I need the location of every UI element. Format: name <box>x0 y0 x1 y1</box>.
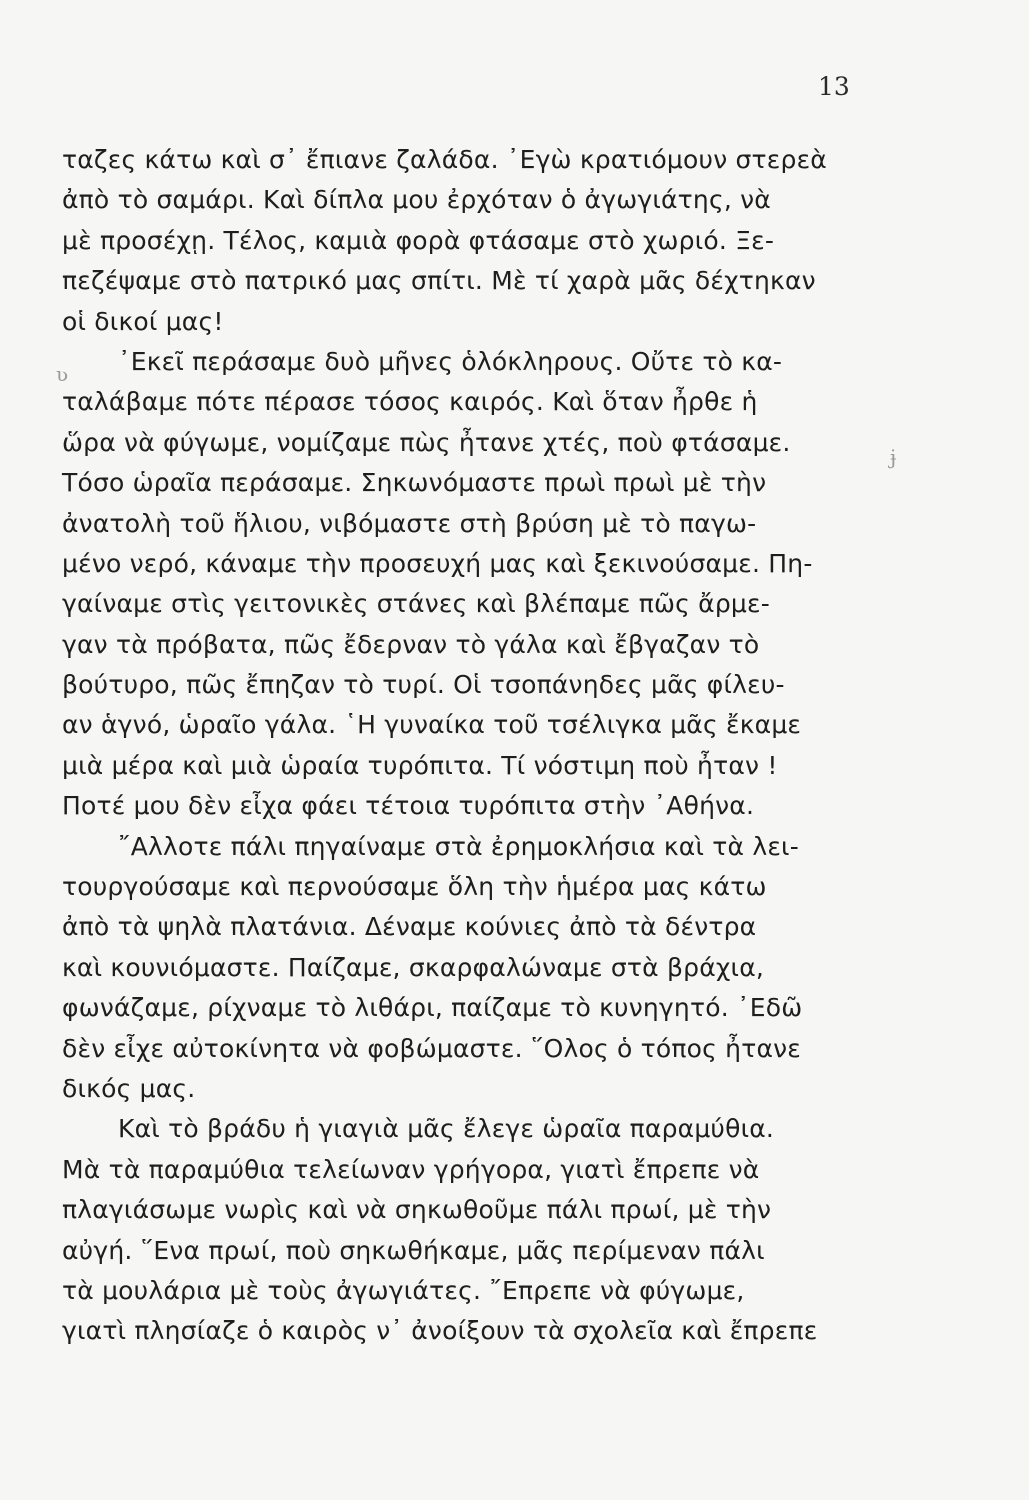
text-line: πλαγιάσωμε νωρὶς καὶ νὰ σηκωθοῦμε πάλι πρωί, μὲ τὴν <box>62 1195 772 1225</box>
text-line: αὐγή. ῞Ενα πρωί, ποὺ σηκωθήκαμε, μᾶς περίμεναν πάλι <box>62 1235 765 1265</box>
text-line: ταζες κάτω καὶ σ᾽ ἔπιανε ζαλάδα. ᾽Εγὼ κρατιόμουν στερεὰ <box>62 145 827 174</box>
text-line: μένο νερό, κάναμε τὴν προσευχή μας καὶ ξεκινούσαμε. Πη- <box>62 548 813 578</box>
text-line: πεζέψαμε στὸ πατρικό μας σπίτι. Μὲ τί χαρὰ μᾶς δέχτηκαν <box>62 266 816 296</box>
text-line: μὲ προσέχῃ. Τέλος, καμιὰ φορὰ φτάσαμε στὸ χωριό. Ξε- <box>62 225 775 255</box>
text-line: γαν τὰ πρόβατα, πῶς ἔδερναν τὸ γάλα καὶ ἔβγαζαν τὸ <box>62 629 760 659</box>
text-line: δικός μας. <box>62 1073 196 1103</box>
text-line: φωνάζαμε, ρίχναμε τὸ λιθάρι, παίζαμε τὸ κυνηγητό. ᾽Εδῶ <box>62 993 803 1023</box>
text-line: δὲν εἶχε αὐτοκίνητα νὰ φοβώμαστε. ῞Ολος ὁ τόπος ἦτανε <box>62 1033 802 1063</box>
text-line: ῎Αλλοτε πάλι πηγαίναμε στὰ ἐρημοκλήσια καὶ τὰ λει- <box>118 831 799 861</box>
text-line: τουργούσαμε καὶ περνούσαμε ὅλη τὴν ἡμέρα μας κάτω <box>62 872 767 902</box>
text-line: γαίναμε στὶς γειτονικὲς στάνες καὶ βλέπαμε πῶς ἄρμε- <box>62 589 770 619</box>
body-text <box>62 140 902 1352</box>
stray-pencil-mark: ɉ <box>890 445 897 469</box>
text-line: ᾽Εκεῖ περάσαμε δυὸ μῆνες ὁλόκληρους. Οὔτε τὸ κα- <box>118 346 783 376</box>
text-line: Τόσο ὡραῖα περάσαμε. Σηκωνόμαστε πρωὶ πρωὶ μὲ τὴν <box>62 468 767 498</box>
text-line: Μὰ τὰ παραμύθια τελείωναν γρήγορα, γιατὶ ἔπρεπε νὰ <box>62 1154 760 1184</box>
text-line: ἀπὸ τὰ ψηλὰ πλατάνια. Δέναμε κούνιες ἀπὸ τὰ δέντρα <box>62 912 757 942</box>
text-line: ταλάβαμε πότε πέρασε τόσος καιρός. Καὶ ὅταν ἦρθε ἡ <box>62 387 758 417</box>
text-line: βούτυρο, πῶς ἔπηζαν τὸ τυρί. Οἱ τσοπάνηδες μᾶς φίλευ- <box>62 670 785 700</box>
page-number: 13 <box>818 72 850 101</box>
text-line: γιατὶ πλησίαζε ὁ καιρὸς ν᾽ ἀνοίξουν τὰ σχολεῖα καὶ ἔπρεπε <box>62 1316 818 1346</box>
stray-pencil-mark: ʋ <box>56 362 69 386</box>
text-line: οἱ δικοί μας! <box>62 306 224 336</box>
text-line: μιὰ μέρα καὶ μιὰ ὡραία τυρόπιτα. Τί νόστιμη ποὺ ἦταν ! <box>62 750 778 780</box>
text-line: ὥρα νὰ φύγωμε, νομίζαμε πὼς ἦτανε χτές, ποὺ φτάσαμε. <box>62 427 791 457</box>
text-line: τὰ μουλάρια μὲ τοὺς ἀγωγιάτες. ῎Επρεπε νὰ φύγωμε, <box>62 1275 745 1305</box>
text-line: Ποτέ μου δὲν εἶχα φάει τέτοια τυρόπιτα στὴν ᾽Αθήνα. <box>62 791 755 821</box>
text-line: καὶ κουνιόμαστε. Παίζαμε, σκαρφαλώναμε στὰ βράχια, <box>62 952 765 982</box>
text-line: ἀπὸ τὸ σαμάρι. Καὶ δίπλα μου ἐρχόταν ὁ ἀγωγιάτης, νὰ <box>62 185 771 215</box>
text-line: Καὶ τὸ βράδυ ἡ γιαγιὰ μᾶς ἔλεγε ὡραῖα παραμύθια. <box>118 1114 775 1144</box>
text-line: ἀνατολὴ τοῦ ἥλιου, νιβόμαστε στὴ βρύση μὲ τὸ παγω- <box>62 508 757 538</box>
text-line: αν ἁγνό, ὡραῖο γάλα. ῾Η γυναίκα τοῦ τσέλιγκα μᾶς ἔκαμε <box>62 710 802 740</box>
